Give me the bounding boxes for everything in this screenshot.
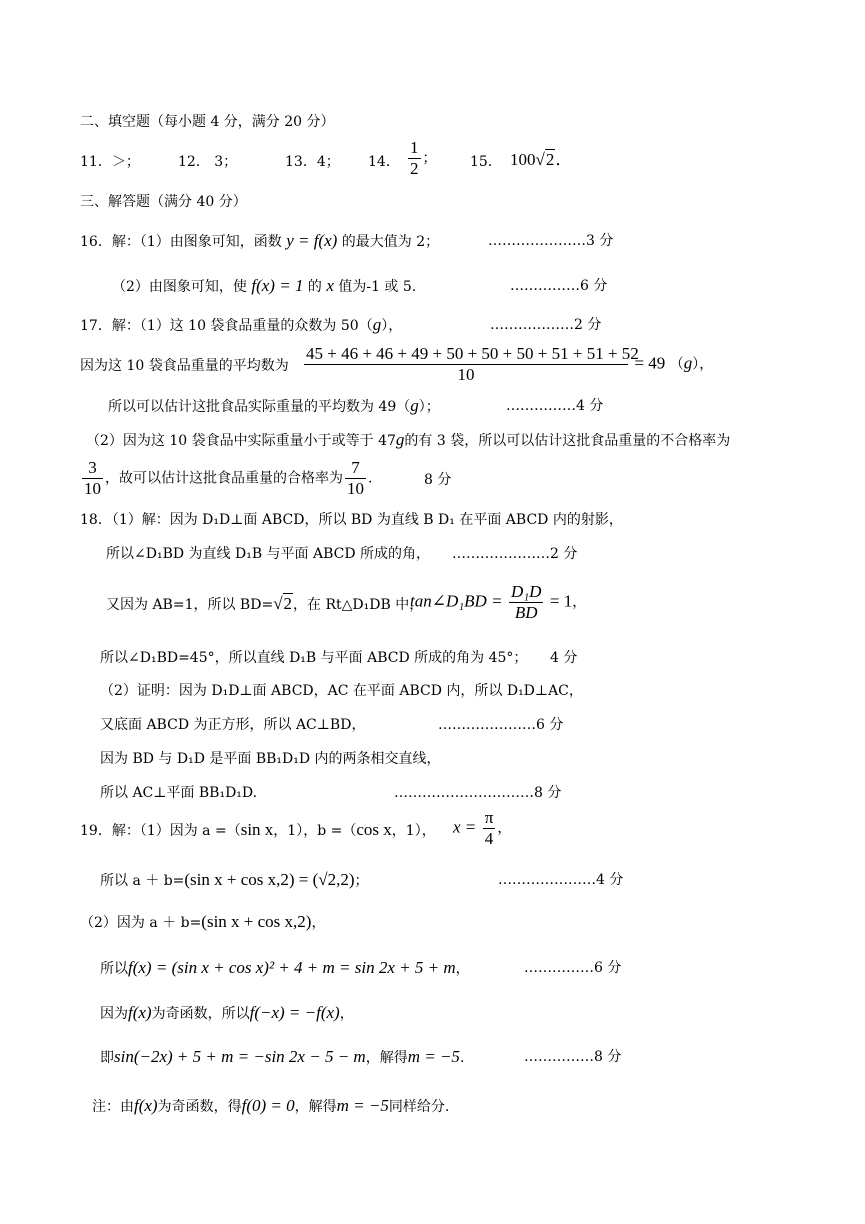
q18-score-6: …………………6 分 [438,717,564,733]
q18-line7: 因为 BD 与 D₁D 是平面 BB₁D₁D 内的两条相交直线， [100,751,441,767]
answer-14-label: 14． [368,154,400,170]
q17-pass-denominator: 10 [347,479,364,498]
answer-12: 12． 3； [178,154,238,170]
q18-line3: 又因为 AB=1，所以 BD=√2，在 Rt△D₁DB 中， [106,594,424,613]
q17-score-4: ……………4 分 [506,398,604,414]
q19-pi-denominator: 4 [484,829,494,848]
q18-tan-denominator: BD [514,603,538,622]
answer-14-tail: ； [422,150,437,167]
q17-average-formula: $\frac{45 + 46 + 46 + 49 + 50 + 50 + 50 + 51 + 51 + 52}{10}$ = 49 （g）， [306,344,714,384]
q18-line2: 所以∠D₁BD 为直线 D₁B 与平面 ABCD 所成的角， [106,546,431,562]
q18-line8: 所以 AC⊥平面 BB₁D₁D. [100,785,258,801]
section-fill-blank-header: 二、填空题（每小题 4 分，满分 20 分） [80,114,335,130]
answer-14-denominator: 2 [410,159,419,178]
q17-score-2: ………………2 分 [490,317,602,333]
grading-note: 注：由f(x)为奇函数，得f(0) = 0，解得m = −5同样给分. [92,1096,450,1115]
q18-score-4: 4 分 [550,650,578,666]
q19-score-8: ……………8 分 [524,1049,622,1065]
answer-15-label: 15． [470,154,502,170]
q18-score-2: …………………2 分 [452,546,578,562]
q18-tan-numerator: D₁D [511,582,542,601]
q18-tan-formula: tan∠D₁BD = $\frac{\text{D₁D}}{BD}$ = 1， [410,582,587,622]
q17-average-numerator: 45 + 46 + 46 + 49 + 50 + 50 + 50 + 51 + 51 + 52 [306,344,639,363]
answer-14-numerator: 1 [410,138,419,157]
q17-average-denominator: 10 [457,365,475,384]
q17-line3: 所以可以估计这批食品实际重量的平均数为 49（g）； [108,396,440,415]
q16-line1: 16．解：（1）由图象可知，函数 y = f(x) 的最大值为 2； [80,231,440,250]
q17-reject-denominator: 10 [84,479,101,498]
q17-score-8: 8 分 [424,472,452,488]
q19-pi-numerator: π [484,808,494,827]
q19-score-4: …………………4 分 [498,872,624,888]
answer-15-value: 100√2． [510,150,573,169]
q17-line2: 因为这 10 袋食品重量的平均数为 [80,358,289,374]
q18-line5: （2）证明：因为 D₁D⊥面 ABCD，AC 在平面 ABCD 内，所以 D₁D⊥AC， [100,683,583,699]
q18-line6: 又底面 ABCD 为正方形，所以 AC⊥BD， [100,717,366,733]
q16-score-6: ……………6 分 [510,278,608,294]
q18-score-8: …………………………8 分 [394,785,562,801]
q19-line2: 所以 a ＋ b=(sin x + cos x,2) = (√2,2)； [100,870,369,889]
q19-line6: 即sin(−2x) + 5 + m = −sin 2x − 5 − m，解得m = −5. [100,1047,465,1066]
q17-line4: （2）因为这 10 袋食品中实际重量小于或等于 47g的有 3 袋，所以可以估计这批食品重量的不合格率为 [86,430,731,449]
q17-line1: 17．解：（1）这 10 袋食品重量的众数为 50（g）， [80,315,403,334]
q19-x-value: x = $\frac{\pi}{4}$ ， [453,808,512,848]
q17-reject-numerator: 3 [82,458,103,479]
answer-14-fraction [406,138,437,179]
section-solve-header: 三、解答题（满分 40 分） [80,194,247,210]
q16-line2: （2）由图象可知，使 f(x) = 1 的 x 值为-1 或 5. [112,276,417,295]
q18-line4: 所以∠D₁BD=45°，所以直线 D₁B 与平面 ABCD 所成的角为 45°； [100,650,528,666]
q19-line3: （2）因为 a ＋ b=(sin x + cos x,2)， [80,912,326,931]
q18-line1: 18．（1）解：因为 D₁D⊥面 ABCD，所以 BD 为直线 B D₁ 在平面 ABCD 内的射影， [80,512,623,528]
q19-line1: 19．解：（1）因为 a =（sin x，1），b =（cos x，1）， [80,820,436,839]
q17-pass-numerator: 7 [345,458,366,479]
q19-line4: 所以f(x) = (sin x + cos x)² + 4 + m = sin 2x + 5 + m， [100,958,470,977]
q19-line5: 因为f(x)为奇函数，所以f(−x) = −f(x)， [100,1003,354,1022]
answer-13: 13．4； [285,154,340,170]
q17-line5: $\frac{3}{10}$ ，故可以估计这批食品重量的合格率为 $\frac{7}{10}$ . [84,458,373,498]
q19-score-6: ……………6 分 [524,960,622,976]
answer-11: 11．＞； [80,154,140,170]
q16-score-3: …………………3 分 [488,233,614,249]
